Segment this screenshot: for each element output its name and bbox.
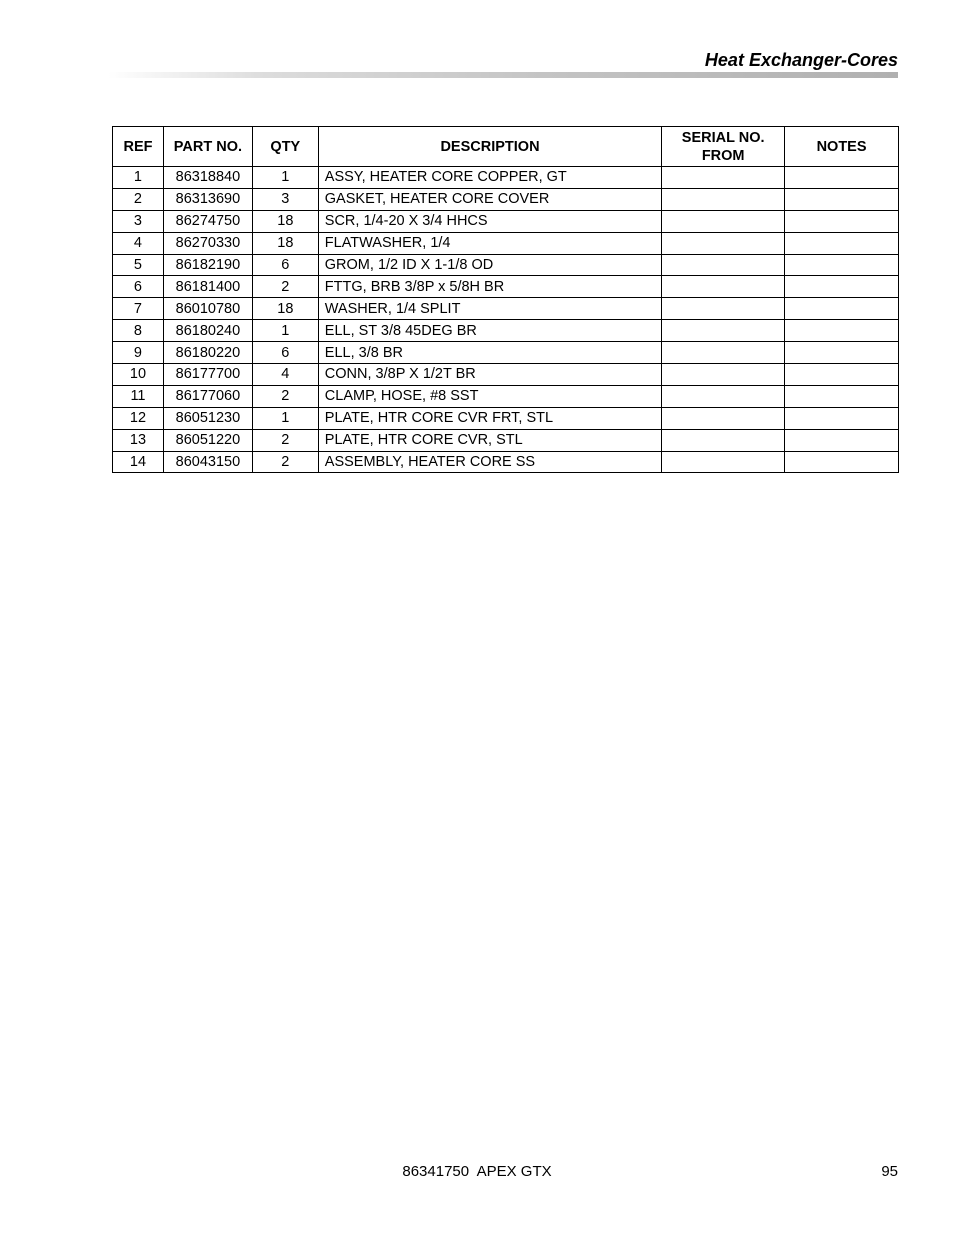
cell-description: SCR, 1/4-20 X 3/4 HHCS xyxy=(318,210,661,232)
cell-qty: 6 xyxy=(252,254,318,276)
cell-serial-no-from xyxy=(662,188,785,210)
col-header-notes: NOTES xyxy=(785,127,899,167)
cell-description: WASHER, 1/4 SPLIT xyxy=(318,298,661,320)
cell-part-no: 86051230 xyxy=(163,407,252,429)
cell-notes xyxy=(785,210,899,232)
footer-document-id: 86341750 APEX GTX xyxy=(402,1163,552,1180)
cell-qty: 2 xyxy=(252,276,318,298)
table-row xyxy=(113,232,899,254)
cell-notes xyxy=(785,276,899,298)
table-row xyxy=(113,364,899,386)
cell-part-no: 86181400 xyxy=(163,276,252,298)
cell-notes xyxy=(785,429,899,451)
cell-part-no: 86043150 xyxy=(163,451,252,473)
cell-qty: 4 xyxy=(252,364,318,386)
cell-description: FTTG, BRB 3/8P x 5/8H BR xyxy=(318,276,661,298)
table-row xyxy=(113,210,899,232)
cell-ref: 1 xyxy=(113,167,164,189)
cell-serial-no-from xyxy=(662,167,785,189)
cell-part-no: 86177060 xyxy=(163,385,252,407)
cell-serial-no-from xyxy=(662,451,785,473)
cell-part-no: 86270330 xyxy=(163,232,252,254)
col-header-qty: QTY xyxy=(252,127,318,167)
cell-ref: 7 xyxy=(113,298,164,320)
cell-ref: 3 xyxy=(113,210,164,232)
cell-serial-no-from xyxy=(662,385,785,407)
cell-part-no: 86180240 xyxy=(163,320,252,342)
cell-notes xyxy=(785,451,899,473)
cell-serial-no-from xyxy=(662,342,785,364)
table-row xyxy=(113,385,899,407)
cell-serial-no-from xyxy=(662,320,785,342)
cell-ref: 5 xyxy=(113,254,164,276)
cell-notes xyxy=(785,188,899,210)
cell-description: ASSEMBLY, HEATER CORE SS xyxy=(318,451,661,473)
cell-ref: 12 xyxy=(113,407,164,429)
cell-notes xyxy=(785,254,899,276)
cell-part-no: 86051220 xyxy=(163,429,252,451)
cell-notes xyxy=(785,167,899,189)
cell-qty: 1 xyxy=(252,167,318,189)
table-row xyxy=(113,429,899,451)
cell-qty: 1 xyxy=(252,320,318,342)
footer-page-number: 95 xyxy=(881,1163,898,1180)
cell-part-no: 86274750 xyxy=(163,210,252,232)
cell-qty: 18 xyxy=(252,210,318,232)
cell-qty: 6 xyxy=(252,342,318,364)
table-row xyxy=(113,167,899,189)
cell-description: ASSY, HEATER CORE COPPER, GT xyxy=(318,167,661,189)
cell-ref: 6 xyxy=(113,276,164,298)
cell-serial-no-from xyxy=(662,298,785,320)
cell-qty: 2 xyxy=(252,451,318,473)
cell-qty: 2 xyxy=(252,429,318,451)
cell-description: PLATE, HTR CORE CVR, STL xyxy=(318,429,661,451)
cell-description: CLAMP, HOSE, #8 SST xyxy=(318,385,661,407)
table-row xyxy=(113,254,899,276)
cell-description: FLATWASHER, 1/4 xyxy=(318,232,661,254)
cell-notes xyxy=(785,364,899,386)
cell-notes xyxy=(785,232,899,254)
cell-qty: 1 xyxy=(252,407,318,429)
cell-serial-no-from xyxy=(662,429,785,451)
cell-qty: 18 xyxy=(252,298,318,320)
header-rule xyxy=(108,72,898,78)
table-row xyxy=(113,320,899,342)
col-header-part-no: PART NO. xyxy=(163,127,252,167)
cell-part-no: 86010780 xyxy=(163,298,252,320)
col-header-serial-no-from: SERIAL NO. FROM xyxy=(662,127,785,167)
cell-part-no: 86313690 xyxy=(163,188,252,210)
cell-notes xyxy=(785,320,899,342)
cell-notes xyxy=(785,385,899,407)
cell-serial-no-from xyxy=(662,210,785,232)
cell-description: ELL, ST 3/8 45DEG BR xyxy=(318,320,661,342)
cell-part-no: 86177700 xyxy=(163,364,252,386)
table-row xyxy=(113,342,899,364)
cell-description: GASKET, HEATER CORE COVER xyxy=(318,188,661,210)
cell-qty: 3 xyxy=(252,188,318,210)
cell-ref: 14 xyxy=(113,451,164,473)
cell-serial-no-from xyxy=(662,407,785,429)
cell-part-no: 86180220 xyxy=(163,342,252,364)
cell-notes xyxy=(785,342,899,364)
cell-ref: 11 xyxy=(113,385,164,407)
col-header-description: DESCRIPTION xyxy=(318,127,661,167)
cell-description: GROM, 1/2 ID X 1-1/8 OD xyxy=(318,254,661,276)
cell-ref: 4 xyxy=(113,232,164,254)
page-title: Heat Exchanger-Cores xyxy=(704,50,898,70)
cell-ref: 9 xyxy=(113,342,164,364)
table-header-row xyxy=(113,127,899,167)
cell-part-no: 86318840 xyxy=(163,167,252,189)
cell-serial-no-from xyxy=(662,364,785,386)
cell-description: PLATE, HTR CORE CVR FRT, STL xyxy=(318,407,661,429)
cell-description: CONN, 3/8P X 1/2T BR xyxy=(318,364,661,386)
cell-ref: 13 xyxy=(113,429,164,451)
col-header-ref: REF xyxy=(113,127,164,167)
cell-ref: 2 xyxy=(113,188,164,210)
table-row xyxy=(113,276,899,298)
cell-description: ELL, 3/8 BR xyxy=(318,342,661,364)
cell-part-no: 86182190 xyxy=(163,254,252,276)
cell-notes xyxy=(785,407,899,429)
cell-ref: 8 xyxy=(113,320,164,342)
cell-serial-no-from xyxy=(662,232,785,254)
table-row xyxy=(113,188,899,210)
cell-serial-no-from xyxy=(662,276,785,298)
cell-serial-no-from xyxy=(662,254,785,276)
cell-qty: 2 xyxy=(252,385,318,407)
table-row xyxy=(113,451,899,473)
table-row xyxy=(113,298,899,320)
cell-qty: 18 xyxy=(252,232,318,254)
table-row xyxy=(113,407,899,429)
cell-notes xyxy=(785,298,899,320)
cell-ref: 10 xyxy=(113,364,164,386)
parts-table xyxy=(112,126,899,473)
